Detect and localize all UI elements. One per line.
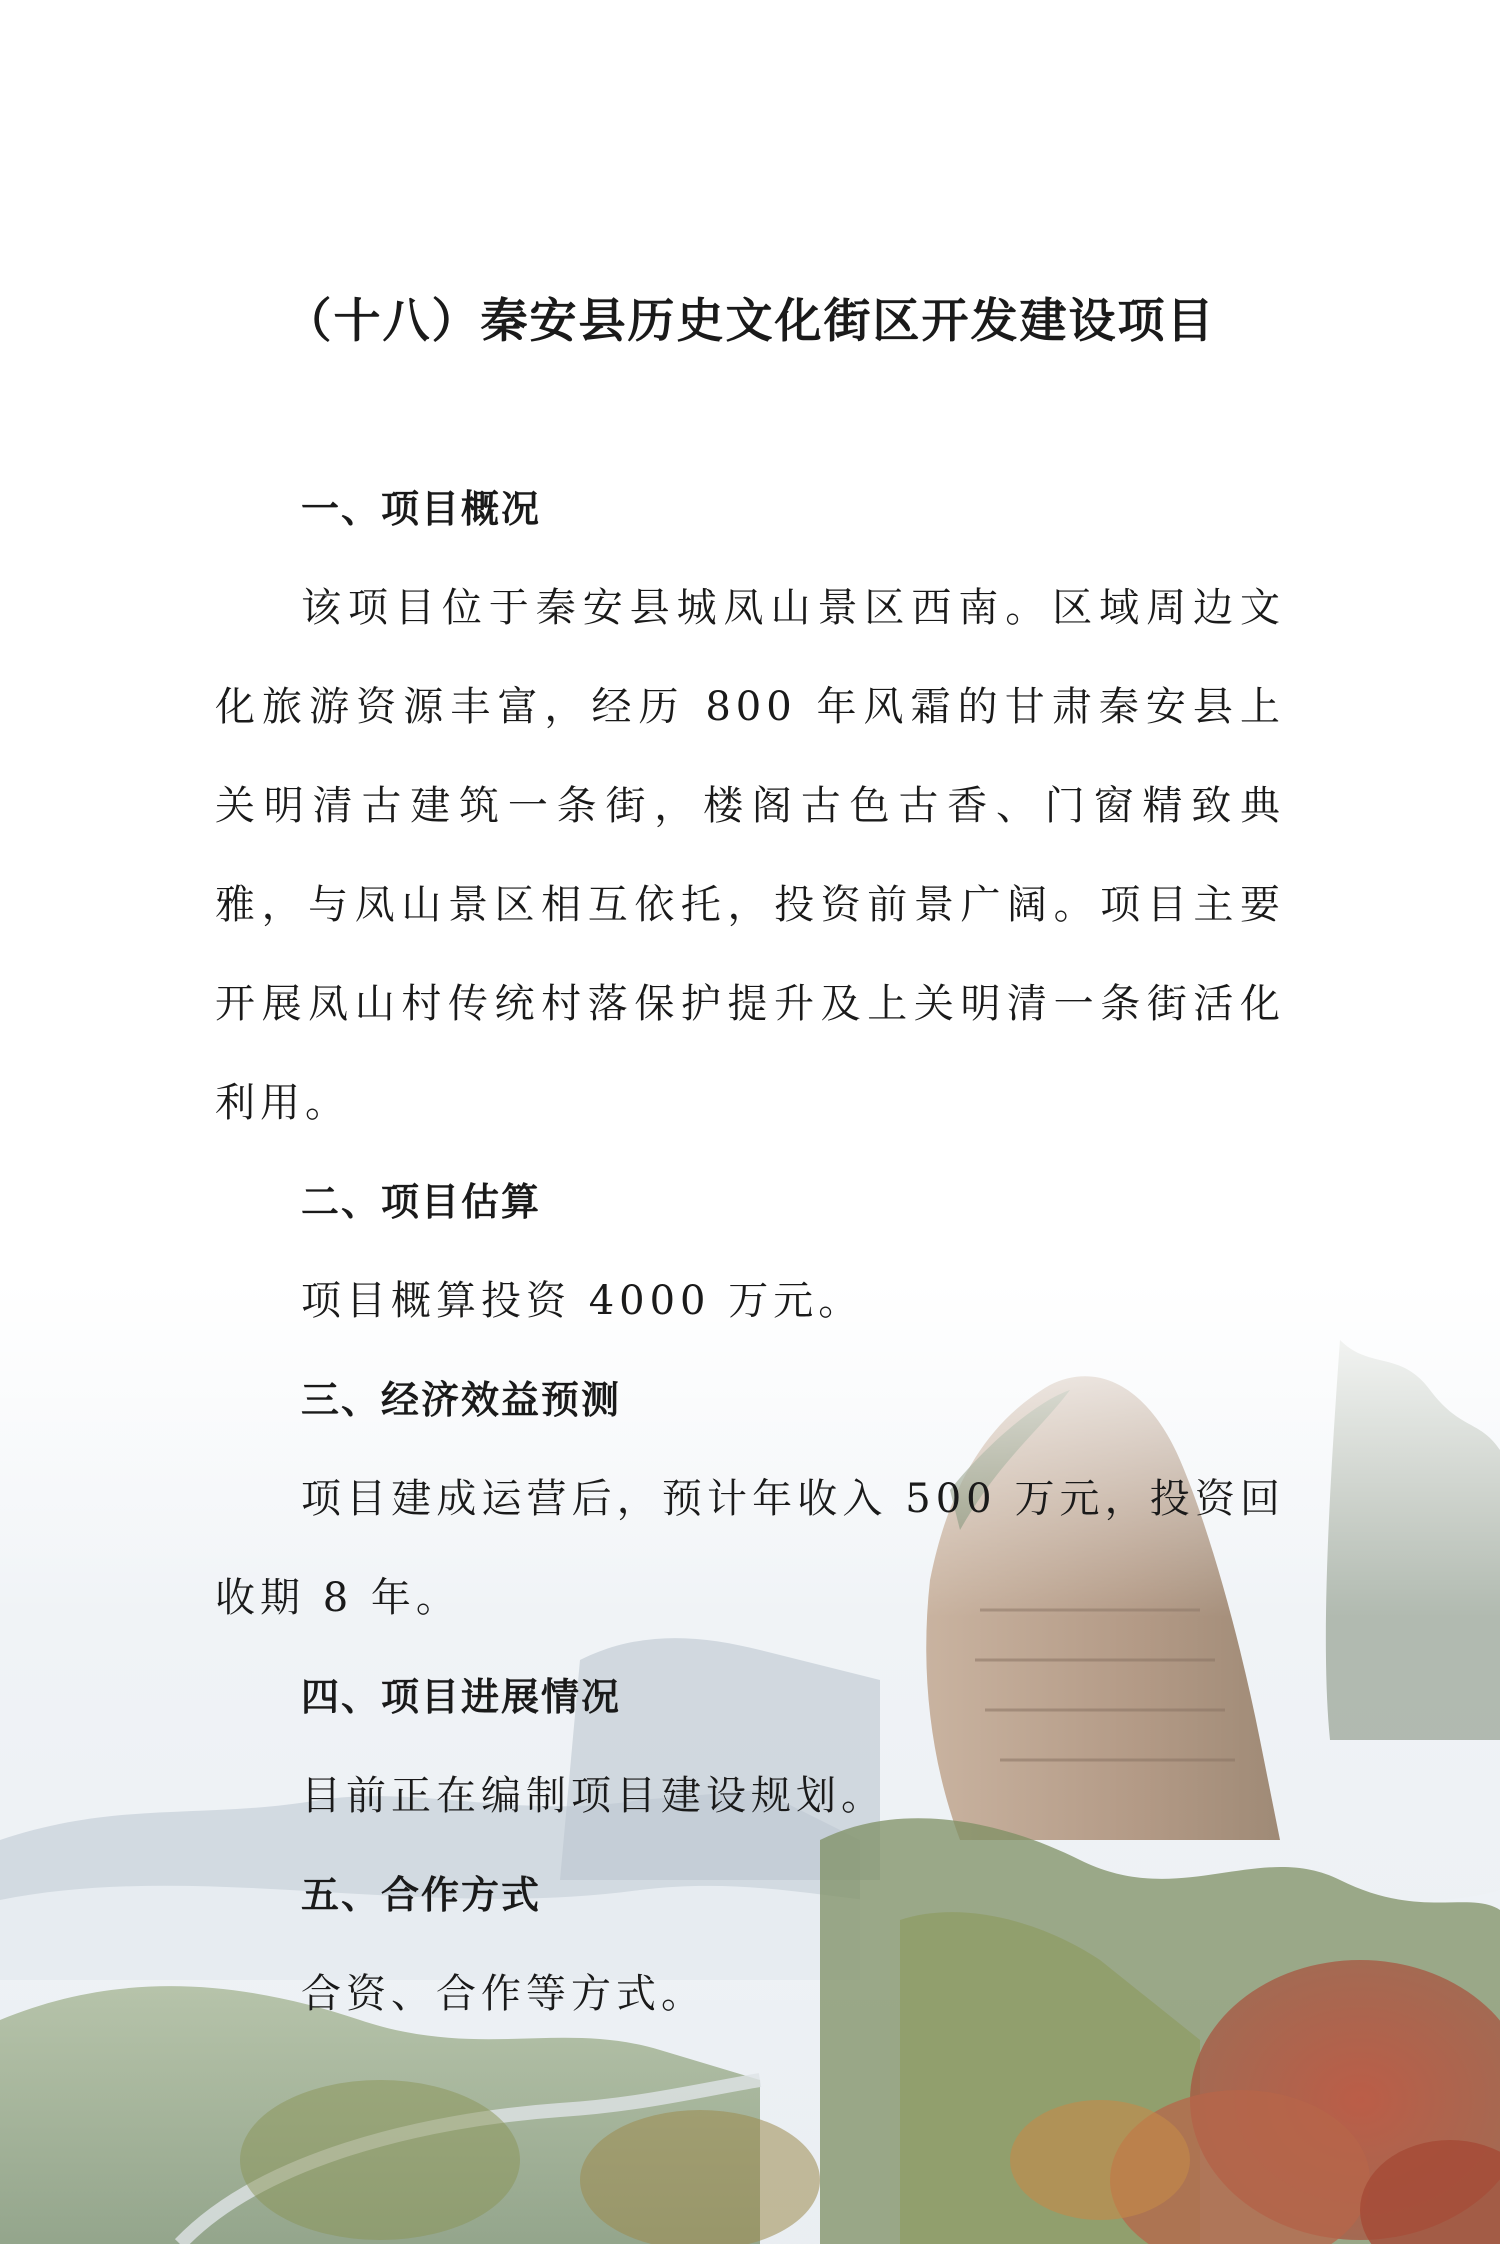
- section-heading: 一、项目概况: [301, 487, 542, 531]
- section-heading: 五、合作方式: [301, 1873, 542, 1917]
- section-progress: [215, 1648, 1285, 1846]
- section-cooperation: [215, 1846, 1285, 2044]
- section-paragraph: 合资、合作等方式。: [301, 1971, 706, 2017]
- page-title: （十八）秦安县历史文化街区开发建设项目: [284, 294, 1216, 349]
- section-heading: 三、经济效益预测: [301, 1378, 622, 1422]
- section-overview: [215, 460, 1285, 1153]
- section-estimate: [215, 1153, 1285, 1351]
- document-body: [215, 460, 1285, 2044]
- section-economic-forecast: [215, 1351, 1285, 1648]
- section-paragraph: 项目概算投资 4000 万元。: [301, 1278, 864, 1324]
- section-paragraph: 项目建成运营后，预计年收入 500 万元，投资回收期 8 年。: [215, 1476, 1285, 1621]
- section-heading: 四、项目进展情况: [301, 1675, 622, 1719]
- section-heading: 二、项目估算: [301, 1180, 542, 1224]
- section-paragraph: 目前正在编制项目建设规划。: [301, 1773, 886, 1819]
- section-paragraph: 该项目位于秦安县城凤山景区西南。区域周边文化旅游资源丰富，经历 800 年风霜的甘肃秦安县上关明清古建筑一条街，楼阁古色古香、门窗精致典雅，与凤山景区相互依托，投资前景广阔。项目主要开展凤山村传统村落保护提升及上关明清一条街活化利用。: [215, 585, 1285, 1126]
